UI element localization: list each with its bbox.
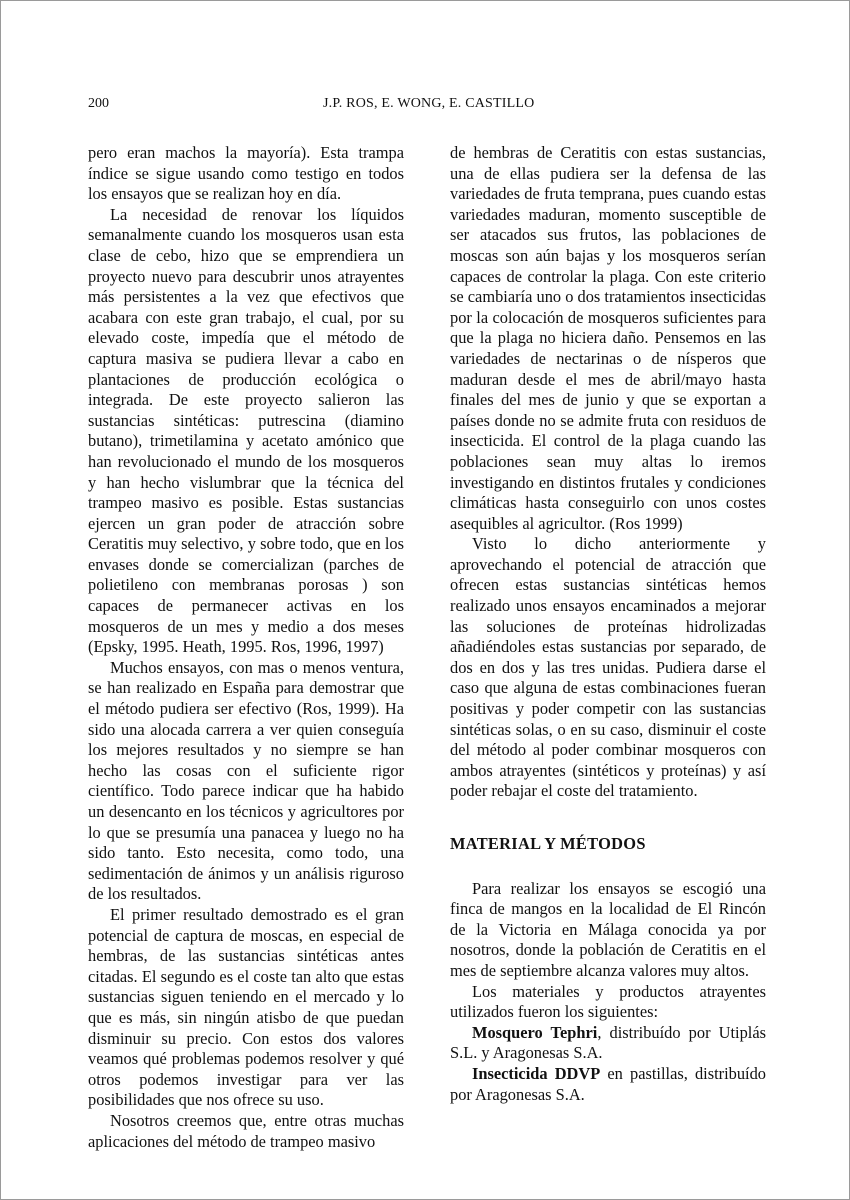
paragraph: La necesidad de renovar los líquidos semanalmente cuando los mosqueros usan esta clase de cebo, hizo que se emprendiera un proyecto nuevo para descubrir unos atrayentes más persistentes a la vez que efectivos que acabara con este gran trabajo, el cual, por su elevado coste, impedía que el método de captura masiva se pudiera llevar a cabo en plantaciones de producción ecológica o integrada. De este proyecto salieron las sustancias sintéticas: putrescina (diamino butano), trimetilamina y acetato amónico que han revolucionado el mundo de los mosqueros y han hecho vislumbrar que la técnica del trampeo masivo es posible. Estas sustancias ejercen un gran poder de atracción sobre Ceratitis muy selectivo, y sobre todo, que en los envases donde se comercializan (parches de polietileno con membranas porosas ) son capaces de permanecer activas en los mosqueros de un mes y medio a dos meses (Epsky, 1995. Heath, 1995. Ros, 1996, 1997) xyxy=(88,204,404,657)
paragraph: Nosotros creemos que, entre otras muchas aplicaciones del método de trampeo masivo xyxy=(88,1110,404,1151)
material-name: Insecticida DDVP xyxy=(472,1063,601,1083)
material-item xyxy=(450,1064,766,1105)
running-head-authors: J.P. ROS, E. WONG, E. CASTILLO xyxy=(323,96,535,111)
material-name: Mosquero Tephri xyxy=(472,1022,598,1042)
running-header xyxy=(88,96,764,116)
paragraph: Muchos ensayos, con mas o menos ventura, se han realizado en España para demostrar que el método pudiera ser efectivo (Ros, 1999). Ha sido una alocada carrera a ver quien conseguía los mejores resultados y no siempre se han hecho las cosas con el suficiente rigor científico. Todo parece indicar que ha habido un desencanto en los técnicos y agricultores por lo que se presumía una panacea y luego no ha sido tanto. Esto necesita, como todo, una sedimentación de ánimos y un análisis riguroso de los resultados. xyxy=(88,657,404,904)
material-item xyxy=(450,1023,766,1064)
left-column xyxy=(88,143,404,1152)
material-description: , distribuído por Utiplás S.L. y Aragonesas S.A. xyxy=(450,1022,766,1063)
right-column xyxy=(450,143,766,1105)
material-description: en pastillas, distribuído por Aragonesas S.A. xyxy=(450,1063,766,1104)
paragraph: de hembras de Ceratitis con estas sustancias, una de ellas pudiera ser la defensa de las variedades de fruta temprana, pues cuando estas variedades maduran, momento susceptible de ser atacados sus frutos, las poblaciones de moscas son aún bajas y los mosqueros serían capaces de controlar la plaga. Con este criterio se cambiaría uno o dos tratamientos insecticidas por la colocación de mosqueros suficientes para que la plaga no hiciera daño. Pensemos en las variedades de nectarinas o de nísperos que maduran desde el mes de abril/mayo hasta finales del mes de junio y que se exportan a países donde no se admite fruta con residuos de insecticida. El control de la plaga cuando las poblaciones sean muy altas lo iremos investigando en distintos frutales y condiciones climáticas hasta conseguirlo con unos costes asequibles al agricultor. (Ros 1999) xyxy=(450,143,766,533)
paragraph: pero eran machos la mayoría). Esta trampa índice se sigue usando como testigo en todos los ensayos que se realizan hoy en día. xyxy=(88,143,404,204)
page-number: 200 xyxy=(88,96,109,111)
paragraph: Para realizar los ensayos se escogió una finca de mangos en la localidad de El Rincón de la Victoria en Málaga conocida ya por nosotros, donde la población de Ceratitis en el mes de septiembre alcanza valores muy altos. xyxy=(450,878,766,980)
paragraph: El primer resultado demostrado es el gran potencial de captura de moscas, en especial de hembras, de las sustancias sintéticas antes citadas. El segundo es el coste tan alto que estas sustancias siguen teniendo en el mercado y lo que es más, sin ningún atisbo de que puedan disminuir su precio. Con estos dos valores veamos qué problemas podemos resolver y qué otros podemos investigar para ver las posibilidades que nos ofrece su uso. xyxy=(88,904,404,1110)
paragraph: Los materiales y productos atrayentes utilizados fueron los siguientes: xyxy=(450,981,766,1022)
section-heading: MATERIAL Y MÉTODOS xyxy=(450,834,646,853)
paragraph: Visto lo dicho anteriormente y aprovechando el potencial de atracción que ofrecen estas sustancias sintéticas hemos realizado unos ensayos encaminados a mejorar las soluciones de proteínas hidrolizadas añadiéndoles estas sustancias por separado, de dos en dos y las tres unidas. Pudiera darse el caso que alguna de estas combinaciones fueran positivas y poder competir con las sustancias sintéticas solas, o en su caso, disminuir el coste del método al poder combinar mosqueros con ambos atrayentes (sintéticos y proteínas) y así poder rebajar el coste del tratamiento. xyxy=(450,534,766,801)
